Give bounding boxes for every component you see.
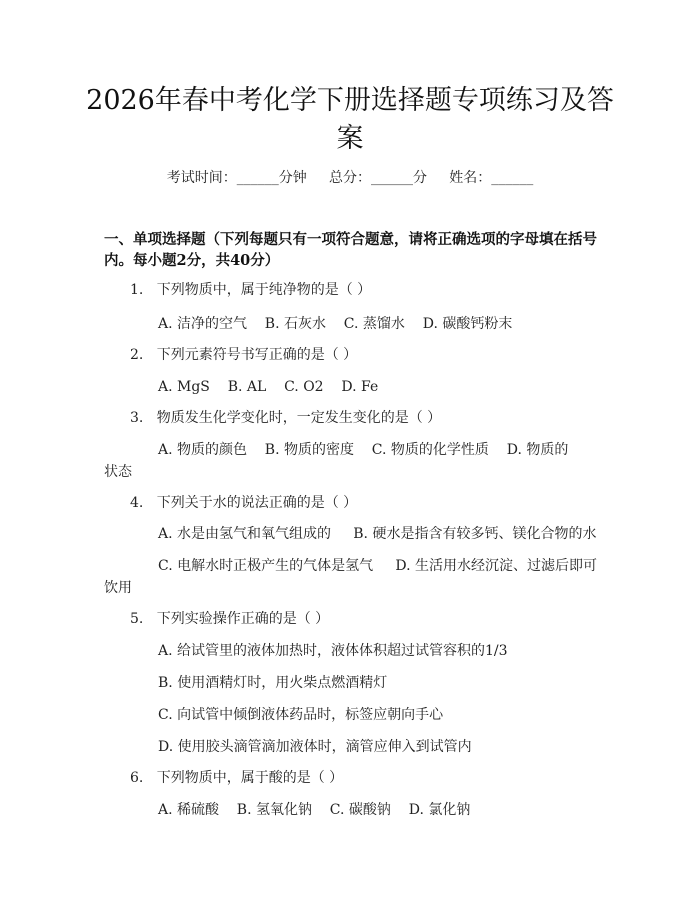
section-heading-line-2: 内。每小题2分，共40分） (104, 252, 280, 269)
question-2-stem: 2. 下列元素符号书写正确的是（ ） (130, 347, 358, 363)
question-6-stem: 6. 下列物质中，属于酸的是（ ） (130, 770, 344, 786)
question-6-options: A. 稀硫酸 B. 氢氧化钠 C. 碳酸钠 D. 氯化钠 (158, 802, 471, 818)
question-3-options: A. 物质的颜色 B. 物质的密度 C. 物质的化学性质 D. 物质的 (158, 442, 569, 458)
exam-info: 考试时间：______分钟 总分：______分 姓名：______ (166, 170, 534, 186)
question-2-options: A. MgS B. AL C. O2 D. Fe (158, 379, 379, 395)
question-5-stem: 5. 下列实验操作正确的是（ ） (130, 611, 330, 627)
document-title-line-2: 案 (336, 123, 364, 154)
question-5-option-d: D. 使用胶头滴管滴加液体时，滴管应伸入到试管内 (158, 739, 472, 755)
question-1-stem: 1. 下列物质中，属于纯净物的是（ ） (130, 282, 372, 298)
question-1-options: A. 洁净的空气 B. 石灰水 C. 蒸馏水 D. 碳酸钙粉末 (158, 316, 513, 332)
document-title-line-1: 2026年春中考化学下册选择题专项练习及答 (86, 85, 614, 116)
question-5-option-c: C. 向试管中倾倒液体药品时，标签应朝向手心 (158, 707, 444, 723)
question-3-stem: 3. 物质发生化学变化时，一定发生变化的是（ ） (130, 410, 442, 426)
section-heading-line-1: 一、单项选择题（下列每题只有一项符合题意，请将正确选项的字母填在括号 (104, 231, 597, 248)
question-3-options-wrap: 状态 (104, 464, 132, 480)
question-5-option-b: B. 使用酒精灯时，用火柴点燃酒精灯 (158, 675, 388, 691)
question-4-stem: 4. 下列关于水的说法正确的是（ ） (130, 495, 358, 511)
question-4-options-ab: A. 水是由氢气和氧气组成的 B. 硬水是指含有较多钙、镁化合物的水 (158, 526, 597, 542)
question-5-option-a: A. 给试管里的液体加热时，液体体积超过试管容积的1/3 (158, 643, 508, 659)
question-4-options-wrap: 饮用 (104, 580, 132, 596)
question-4-options-cd: C. 电解水时正极产生的气体是氢气 D. 生活用水经沉淀、过滤后即可 (158, 558, 597, 574)
